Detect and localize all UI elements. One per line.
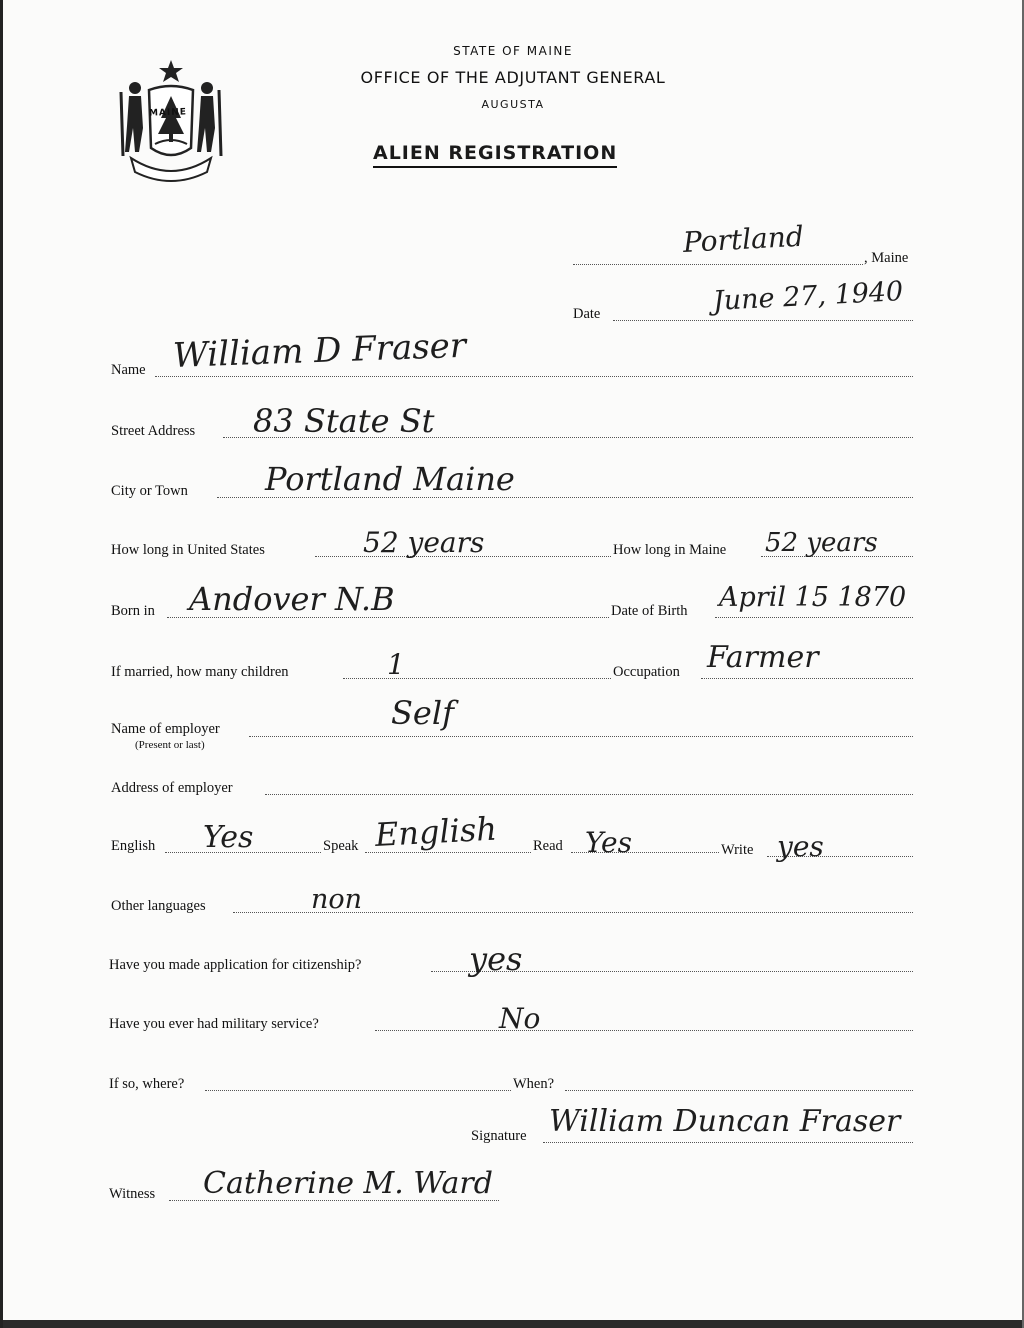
children-value: 1: [387, 648, 405, 681]
header-state: STATE OF MAINE: [453, 44, 573, 58]
how-long-maine-value: 52 years: [765, 528, 878, 558]
maine-label: , Maine: [864, 250, 909, 266]
date-of-birth-line: [715, 617, 913, 618]
if-so-where-label: If so, where?: [109, 1076, 185, 1092]
employer-value: Self: [391, 694, 454, 732]
state-seal-icon: [113, 56, 229, 186]
occupation-label: Occupation: [613, 664, 680, 680]
witness-label: Witness: [109, 1186, 156, 1202]
employer-label: Name of employer: [111, 721, 220, 737]
how-long-us-label: How long in United States: [111, 542, 265, 558]
other-languages-value: non: [311, 884, 363, 915]
employer-line: [249, 736, 913, 737]
header-office: OFFICE OF THE ADJUTANT GENERAL: [360, 68, 666, 87]
signature-label: Signature: [471, 1128, 527, 1144]
speak-label: Speak: [323, 838, 359, 854]
english-label: English: [111, 838, 156, 854]
if-so-where-line: [205, 1090, 511, 1091]
city-label: City or Town: [111, 483, 188, 499]
street-address-label: Street Address: [111, 423, 196, 439]
citizenship-label: Have you made application for citizenship?: [109, 957, 362, 973]
children-label: If married, how many children: [111, 664, 289, 680]
military-label: Have you ever had military service?: [109, 1016, 319, 1032]
military-value: No: [499, 1002, 541, 1035]
witness-value: Catherine M. Ward: [203, 1166, 493, 1201]
date-of-birth-value: April 15 1870: [719, 582, 907, 613]
read-value: Yes: [585, 826, 632, 859]
when-line: [565, 1090, 913, 1091]
signature-value: William Duncan Fraser: [549, 1104, 901, 1139]
occupation-line: [701, 678, 913, 679]
born-in-label: Born in: [111, 603, 155, 619]
how-long-us-value: 52 years: [363, 526, 485, 559]
city-value: Portland Maine: [265, 460, 515, 498]
speak-value: English: [374, 809, 498, 854]
military-line: [375, 1030, 913, 1031]
seal-motto: MAINE: [148, 107, 188, 119]
place-line: [573, 264, 863, 265]
children-line: [343, 678, 611, 679]
english-value: Yes: [203, 820, 254, 855]
how-long-maine-label: How long in Maine: [613, 542, 727, 558]
citizenship-value: yes: [469, 940, 523, 978]
signature-line: [543, 1142, 913, 1143]
name-label: Name: [111, 362, 146, 378]
employer-address-label: Address of employer: [111, 780, 233, 796]
write-value: yes: [777, 830, 824, 863]
date-line: [613, 320, 913, 321]
write-label: Write: [721, 842, 754, 858]
form-title: ALIEN REGISTRATION: [373, 142, 617, 168]
scan-bottom-edge: [3, 1320, 1022, 1328]
name-value: William D Fraser: [172, 325, 467, 376]
place-value: Portland: [682, 219, 805, 259]
street-address-value: 83 State St: [253, 402, 435, 440]
born-in-value: Andover N.B: [189, 580, 395, 618]
employer-address-line: [265, 794, 913, 795]
date-label: Date: [573, 306, 601, 322]
read-label: Read: [533, 838, 563, 854]
employer-note: (Present or last): [135, 739, 205, 751]
occupation-value: Farmer: [707, 640, 819, 675]
date-value: June 27, 1940: [712, 276, 904, 317]
other-languages-label: Other languages: [111, 898, 206, 914]
date-of-birth-label: Date of Birth: [611, 603, 688, 619]
header-city: AUGUSTA: [481, 98, 545, 111]
name-line: [155, 376, 913, 377]
when-label: When?: [513, 1076, 555, 1092]
